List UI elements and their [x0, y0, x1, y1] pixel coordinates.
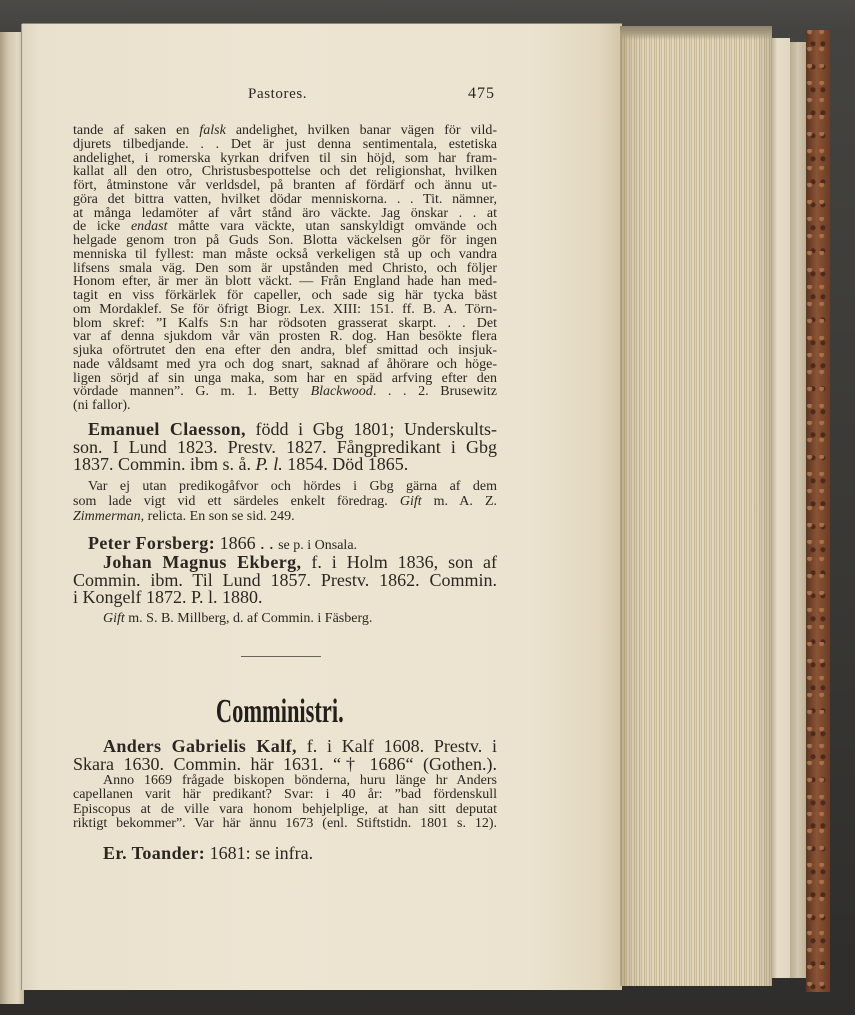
text-segment: född i Gbg 1801; Underskults-: [245, 419, 497, 439]
book-cover: [806, 30, 830, 992]
entry-line: [73, 456, 497, 474]
text-line: (ni fallor).: [73, 398, 131, 413]
endpaper-strip: [790, 42, 806, 978]
entry-toander: [73, 844, 497, 862]
continued-biography-text: [73, 124, 497, 413]
text-segment: f. i Holm 1836, son af: [301, 552, 498, 572]
text-line: var af denna sjukdom vår vän prosten R. dog. Han besökte flera: [73, 329, 497, 345]
note-line: riktigt bekommer”. Var här ännu 1673 (enl. Stiftstidn. 1801 s. 12).: [73, 815, 497, 831]
text-segment: m. A. Z.: [421, 494, 497, 509]
text-line: tagit en viss förkärlek för capeller, och sade sig här tycka bäst: [73, 288, 497, 303]
text-segment: tande af saken en: [73, 123, 200, 138]
note-line: Var ej utan predikogåfvor och hördes i Gbg gärna af dem: [88, 479, 497, 494]
note-line: capellanen varit här predikant? Svar: i 40 år: ”bad fördenskull: [73, 787, 497, 803]
text-line: blom skref: ”I Kalfs S:n har rödsoten grasserat skarpt. . . Det: [73, 315, 497, 331]
text-segment: andelighet, hvilken banar vägen för vild-: [225, 123, 497, 138]
note-line: Anno 1669 frågade biskopen bönderna, huru länge hr Anders: [103, 773, 497, 788]
entry-name: Peter Forsberg:: [88, 533, 216, 553]
text-segment: vördade mannen”. G. m. 1. Betty: [73, 384, 311, 400]
page-number: 475: [468, 85, 495, 102]
left-page-edge: [0, 32, 24, 1004]
text-segment: se p. i Onsala.: [278, 538, 358, 553]
text-line: helgade genom tron på Guds Son. Blotta väckelsen gör för ingen: [73, 233, 497, 248]
entry-line: [73, 844, 497, 862]
text-line: [73, 124, 497, 138]
text-line: nade våldsamt med yra och dog snart, saknad af åhörare och höge-: [73, 356, 497, 372]
text-segment: 1866 . .: [215, 533, 279, 553]
page-stack-outer-strip: [772, 38, 790, 978]
text-segment: som lade vigt vid ett särdeles enkelt föredrag.: [73, 494, 400, 509]
text-line: menniska til fyllest: man måste också verkeligen stå up och vandra: [73, 246, 497, 262]
entry-kalf-note: [73, 774, 497, 831]
italic-text: Blackwood: [310, 384, 373, 400]
text-segment: . . . 2. Brusewitz: [372, 384, 498, 400]
entry-line: [73, 554, 497, 572]
text-segment: 1837. Commin. ibm s. å.: [73, 454, 256, 474]
text-line: lifsens smala väg. Den som är upstånden med Christo, och följer: [73, 260, 497, 276]
entry-line: Skara 1630. Commin. här 1631. “† 1686“ (Gothen.).: [73, 754, 497, 774]
text-segment: 1854. Död 1865.: [282, 454, 409, 474]
entry-kalf: [73, 737, 497, 773]
page-stack-edge: [620, 26, 772, 986]
text-segment: måtte vara väckte, utan sanskyldigt omvände och: [167, 219, 498, 235]
text-segment: , relicta. En son se sid. 249.: [140, 509, 295, 524]
text-line: kallat all den otro, Christusbespottelse och det religionshat, hvilken: [73, 164, 497, 180]
entry-ekberg: [73, 554, 497, 607]
entry-name: Emanuel Claesson,: [88, 419, 246, 439]
text-line: sjuka oförtrutet den ena efter den andra, blef smittad och insjuk-: [73, 343, 497, 358]
section-heading: [68, 693, 492, 737]
text-line: om Mordaklef. Se för öfrigt Biogr. Lex. XIII: 151. ff. B. A. Törn-: [73, 301, 497, 317]
section-divider: [241, 656, 321, 657]
entry-line: son. I Lund 1823. Prestv. 1827. Fångpredikant i Gbg: [73, 436, 497, 457]
section-heading-text: Comministri.: [216, 693, 344, 730]
note-line: [73, 509, 497, 524]
page-stack-top: [620, 26, 772, 40]
entry-ekberg-note: [73, 611, 497, 626]
entry-name: Er. Toander:: [103, 843, 206, 863]
text-line: fört, åtminstone vår verldsdel, på branten af fördärf och ännu ut-: [73, 178, 497, 193]
text-line: at många ledamöter af vårt stånd äro väckte. Jag önskar . . at: [73, 205, 497, 221]
italic-text: Zimmerman: [73, 509, 141, 524]
text-segment: f. i Kalf 1608. Prestv. i: [296, 736, 497, 756]
entry-claesson-note: [73, 479, 497, 524]
text-segment: m. S. B. Millberg, d. af Commin. i Fäsberg.: [124, 611, 373, 626]
text-line: [73, 220, 497, 234]
entry-line: [73, 737, 497, 755]
note-line: Episcopus at de ville vara honom behjelplige, at han sitt deputat: [73, 801, 497, 817]
text-segment: de icke: [73, 219, 131, 235]
entry-line: Commin. ibm. Til Lund 1857. Prestv. 1862. Commin.: [73, 569, 497, 590]
running-head: [73, 85, 497, 103]
entry-name: Anders Gabrielis Kalf,: [103, 736, 297, 756]
entry-claesson: [73, 421, 497, 474]
entry-name: Johan Magnus Ekberg,: [103, 552, 302, 572]
text-line: djurets tilbedjande. . . Det är just denna sentimentala, estetiska: [73, 136, 497, 152]
text-line: göra det bittra vatten, hvilket dödar menniskorna. . . Tit. nämner,: [73, 191, 497, 207]
italic-text: Gift: [103, 611, 125, 626]
text-line: Honom efter, är mer än blott väckt. — Från England hade han med-: [73, 274, 497, 290]
italic-text: endast: [130, 219, 168, 235]
note-line: [73, 494, 497, 509]
text-segment: 1681: se infra.: [205, 843, 314, 863]
italic-text: falsk: [199, 123, 226, 138]
italic-text: Gift: [399, 494, 422, 509]
entry-line: i Kongelf 1872. P. l. 1880.: [73, 587, 263, 607]
text-line: andelighet, i romerska kyrkan drifven til sin höjd, som har fram-: [73, 150, 497, 166]
italic-text: P. l.: [255, 454, 283, 474]
text-line: [73, 385, 497, 399]
entry-line: [73, 421, 497, 439]
note-line: [73, 611, 497, 626]
text-line: ligen sörjd af sin unga maka, som har en späd arfving efter den: [73, 370, 497, 386]
running-head-title: Pastores.: [248, 86, 308, 102]
